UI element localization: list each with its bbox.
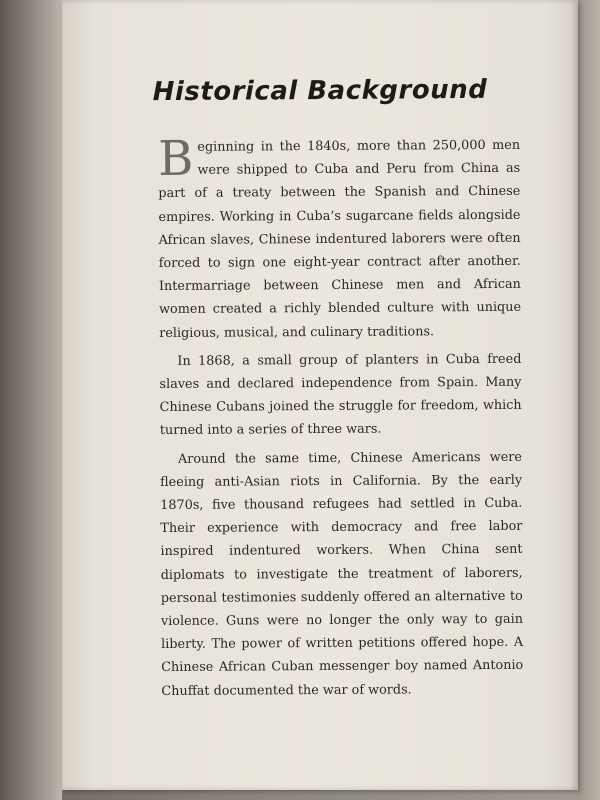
book-page [62, 0, 578, 790]
body-text [157, 130, 524, 708]
page-title: Historical Background [152, 74, 488, 108]
background-surface [578, 0, 600, 800]
paragraph-1-text: eginning in the 1840s, more than 250,000 men were shipped to Cuba and Peru from China as part of a treaty between the Spanish and Chinese empires. Working in Cuba’s sugarcane fields alongside African slaves, Chinese indentured laborers were often forced to sign one eight-year contract after another. Intermarriage between Chinese men and African women created a richly blended culture with unique religious, musical, and culinary traditions. [158, 137, 522, 341]
paragraph-2: In 1868, a small group of planters in Cuba freed slaves and declared independence from Spain. Many Chinese Cubans joined the struggle for freedom, which turned into a series of three wars. [159, 351, 522, 439]
drop-cap: B [157, 130, 194, 187]
adjacent-book-edge [0, 0, 62, 800]
paragraph-1 [157, 130, 522, 345]
paragraph-3: Around the same time, Chinese Americans were fleeing anti-Asian riots in California. By the early 1870s, five thousand refugees had settled in Cuba. Their experience with democracy and free labor inspired indentured workers. When China sent diplomats to investigate the treatment of laborers, personal testimonies suddenly offered an alternative to violence. Guns were no longer the only way to gain liberty. The power of written petitions offered hope. A Chinese African Cuban messenger boy named Antonio Chuffat documented the war of words. [160, 449, 524, 699]
